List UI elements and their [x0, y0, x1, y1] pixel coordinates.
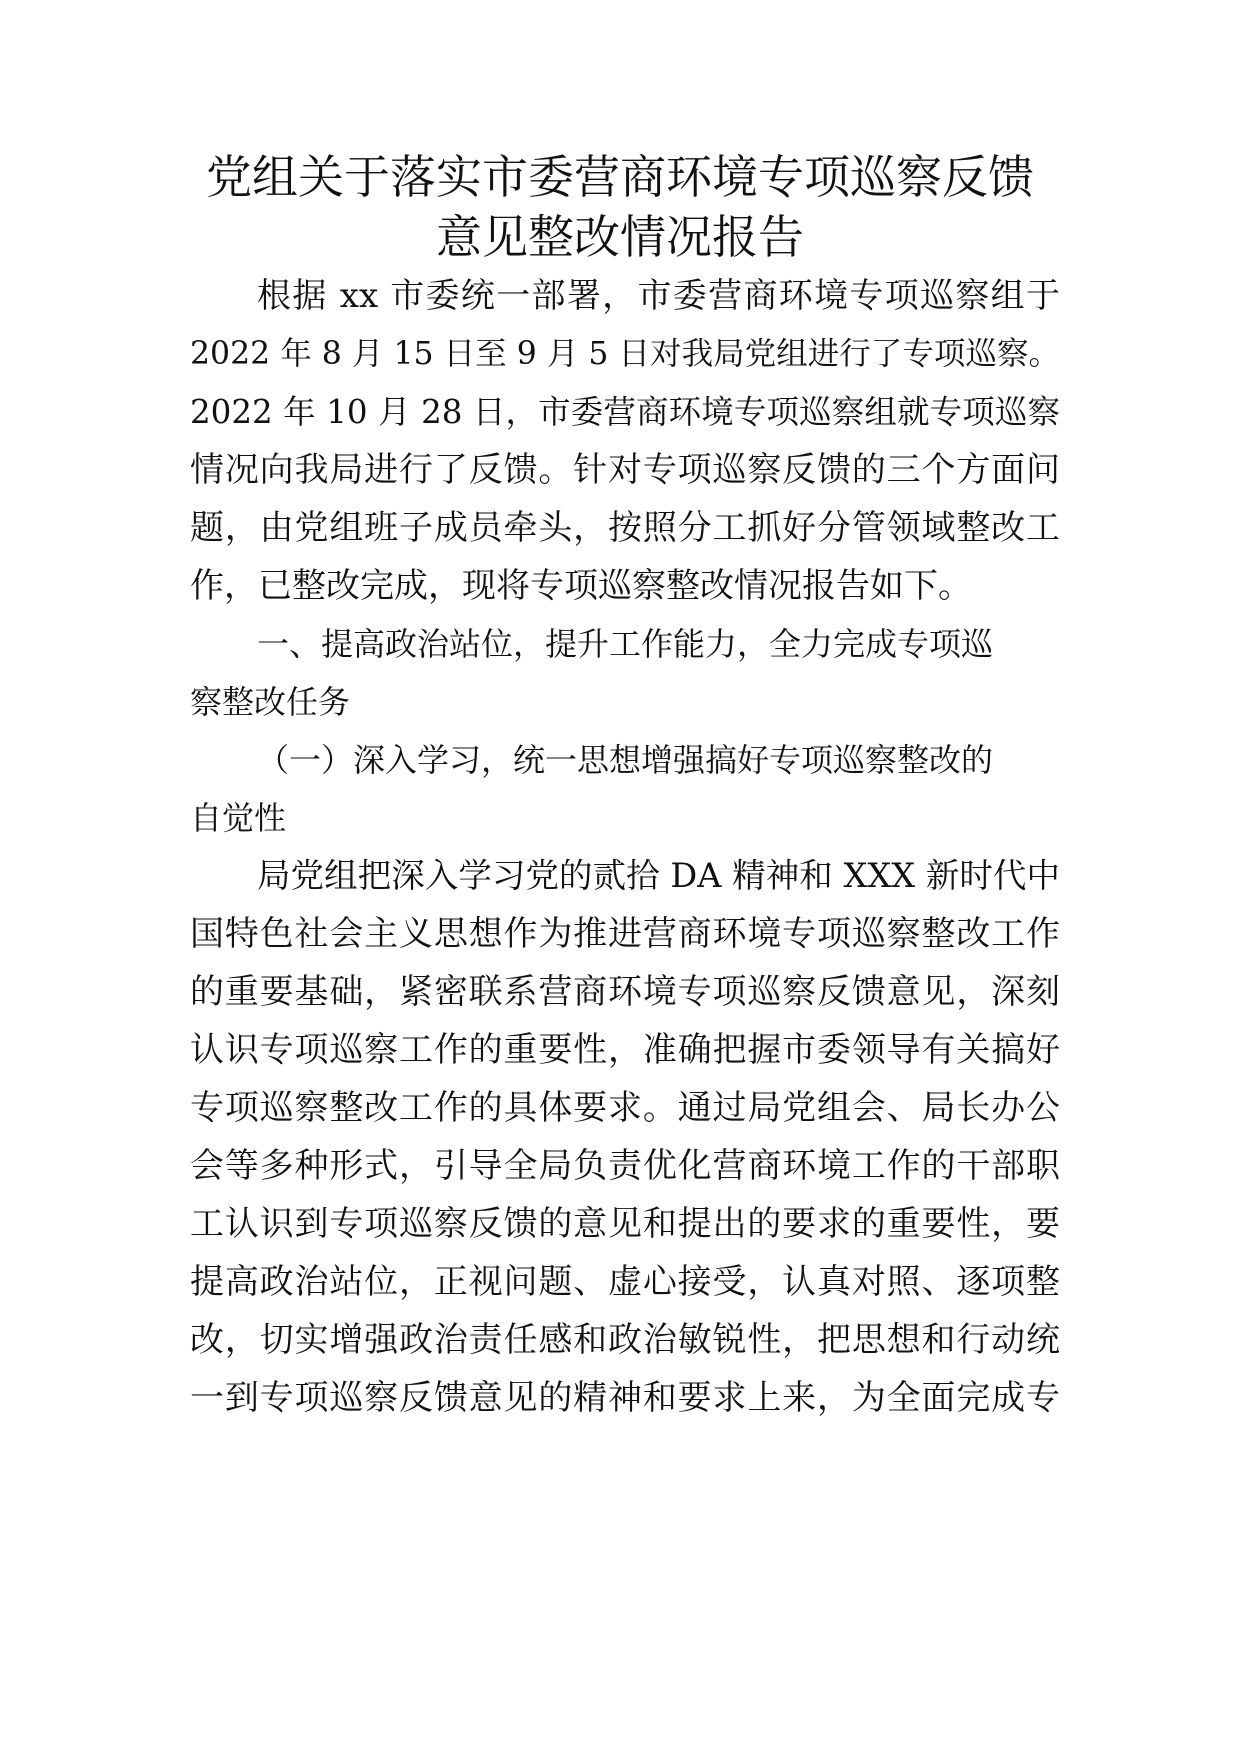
paragraph-2-line-1: 局党组把深入学习党的贰拾 DA 精神和 XXX 新时代中 [257, 856, 1060, 895]
paragraph-2-line-2: 国特色社会主义思想作为推进营商环境专项巡察整改工作 [190, 914, 1060, 954]
paragraph-2-line-6: 会等多种形式，引导全局负责优化营商环境工作的干部职 [190, 1146, 1060, 1186]
section-heading-1-line-2: 察整改任务 [190, 683, 351, 721]
paragraph-2-line-5: 专项巡察整改工作的具体要求。通过局党组会、局长办公 [190, 1088, 1060, 1128]
paragraph-2-line-4: 认识专项巡察工作的重要性，准确把握市委领导有关搞好 [190, 1030, 1060, 1070]
paragraph-2-line-10: 一到专项巡察反馈意见的精神和要求上来，为全面完成专 [190, 1378, 1060, 1418]
paragraph-1-line-1: 根据 xx 市委统一部署，市委营商环境专项巡察组于 [257, 276, 1060, 316]
document-title-line-1: 党组关于落实市委营商环境专项巡察反馈 [206, 150, 1034, 204]
subsection-heading-1-line-2: 自觉性 [190, 799, 287, 837]
paragraph-1-line-6: 作，已整改完成，现将专项巡察整改情况报告如下。 [190, 566, 972, 606]
paragraph-2-line-9: 改，切实增强政治责任感和政治敏锐性，把思想和行动统 [190, 1320, 1060, 1360]
paragraph-1-line-5: 题，由党组班子成员牵头，按照分工抓好分管领域整改工 [190, 508, 1060, 548]
paragraph-1-line-3: 2022 年 10 月 28 日，市委营商环境专项巡察组就专项巡察 [190, 393, 1060, 431]
subsection-heading-1-line-1: （一）深入学习，统一思想增强搞好专项巡察整改的 [257, 741, 994, 779]
paragraph-1-line-4: 情况向我局进行了反馈。针对专项巡察反馈的三个方面问 [190, 450, 1060, 490]
paragraph-2-line-7: 工认识到专项巡察反馈的意见和提出的要求的重要性，要 [190, 1204, 1060, 1244]
paragraph-2-line-3: 的重要基础，紧密联系营商环境专项巡察反馈意见，深刻 [190, 972, 1060, 1012]
document-title-line-2: 意见整改情况报告 [436, 210, 804, 264]
paragraph-1-line-2: 2022 年 8 月 15 日至 9 月 5 日对我局党组进行了专项巡察。 [190, 336, 1060, 372]
paragraph-2-line-8: 提高政治站位，正视问题、虚心接受，认真对照、逐项整 [190, 1262, 1060, 1302]
section-heading-1-line-1: 一、提高政治站位，提升工作能力，全力完成专项巡 [257, 625, 994, 663]
